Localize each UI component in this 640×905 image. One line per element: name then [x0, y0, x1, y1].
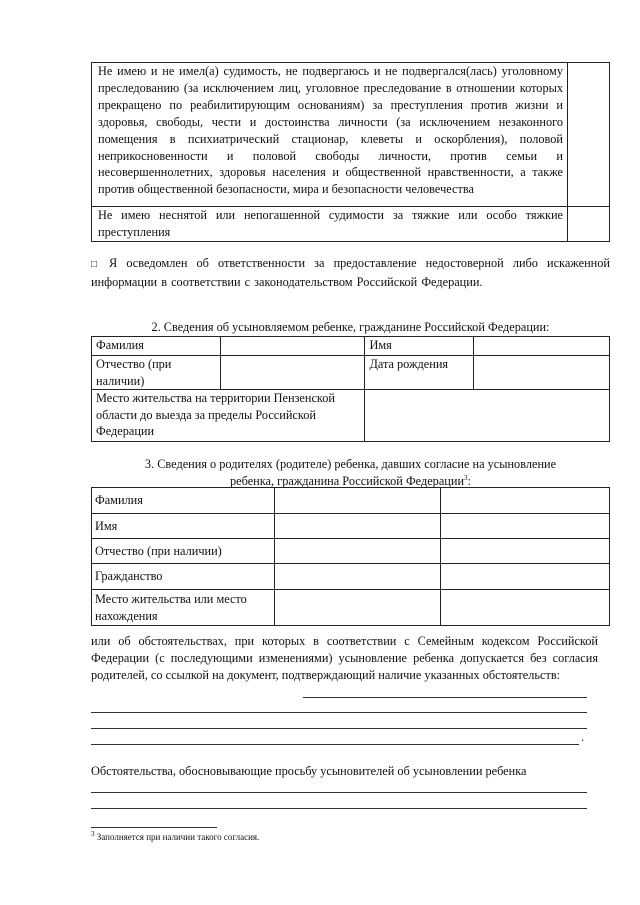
circumstances-period: . [581, 730, 585, 744]
parent2-patronymic-value[interactable] [441, 539, 610, 564]
footnote-mark: 3 [91, 830, 95, 838]
parent1-name-value[interactable] [274, 514, 441, 539]
child-patronymic-label: Отчество (при наличии) [92, 356, 221, 390]
parent1-patronymic-value[interactable] [274, 539, 441, 564]
child-birth-date-label: Дата рождения [365, 356, 474, 390]
no-serious-conviction-statement: Не имею неснятой или непогашенной судимости за тяжкие или особо тяжкие преступления [92, 207, 568, 242]
child-name-label: Имя [365, 337, 474, 356]
parents-info-table [91, 487, 610, 626]
parent2-citizenship-value[interactable] [441, 564, 610, 590]
parent-name-label: Имя [92, 514, 275, 539]
parent1-residence-value[interactable] [274, 590, 441, 626]
child-name-value[interactable] [474, 337, 610, 356]
parent-residence-label: Место жительства или место нахождения [92, 590, 275, 626]
no-criminal-record-statement: Не имею и не имел(а) судимость, не подвергаюсь и не подвергался(лась) уголовному преследованию (за исключением лиц, уголовное преследование в отношении которых прекращено по реабилитирующим основаниям) за преступления против жизни и здоровья, свободы, чести и достоинства личности (за исключением незаконного помещения в психиатрический стационар, клеветы и оскорбления), половой неприкосновенности и половой свободы личности, против семьи и несовершеннолетних, здоровья населения и общественной нравственности, а также против общественной безопасности, мира и безопасности человечества [92, 63, 568, 207]
child-birth-date-value[interactable] [474, 356, 610, 390]
child-patronymic-value[interactable] [220, 356, 365, 390]
parent1-surname-value[interactable] [274, 488, 441, 514]
circumstances-input-line-2[interactable] [91, 712, 587, 713]
awareness-text: Я осведомлен об ответственности за предоставление недостоверной либо искаженной информации в соответствии с законодательством Российской Федерации. [91, 256, 610, 289]
section3-title-line1: 3. Сведения о родителях (родителе) ребенка, давших согласие на усыновление [144, 457, 557, 471]
no-serious-conviction-check-cell[interactable] [568, 207, 610, 242]
section3-title-line2: ребенка, гражданина Российской Федерации [230, 473, 465, 488]
circumstances-input-line-3[interactable] [91, 728, 587, 729]
parent1-citizenship-value[interactable] [274, 564, 441, 590]
parent-patronymic-label: Отчество (при наличии) [92, 539, 275, 564]
section3-footnote-mark: 3 [464, 473, 468, 482]
child-residence-label: Место жительства на территории Пензенской области до выезда за пределы Российской Федерации [92, 390, 365, 442]
footnote [91, 832, 259, 842]
child-surname-value[interactable] [220, 337, 365, 356]
awareness-statement [91, 255, 610, 291]
reasons-label: Обстоятельства, обосновывающие просьбу усыновителей об усыновлении ребенка [91, 764, 527, 778]
parent2-residence-value[interactable] [441, 590, 610, 626]
parent-surname-label: Фамилия [92, 488, 275, 514]
footnote-separator [91, 827, 217, 828]
section3-title: 3. Сведения о родителях (родителе) ребенка, давших согласие на усыновление ребенка, гражданина Российской Федерации$^3$: [91, 456, 610, 490]
circumstances-input-line-4[interactable] [91, 744, 579, 745]
section2-title: 2. Сведения об усыновляемом ребенке, гражданине Российской Федерации: [151, 320, 550, 334]
parent2-surname-value[interactable] [441, 488, 610, 514]
circumstances-input-line-1[interactable] [303, 697, 587, 698]
child-info-table [91, 336, 610, 442]
criminal-record-table [91, 62, 610, 242]
parent-citizenship-label: Гражданство [92, 564, 275, 590]
footnote-text: Заполняется при наличии такого согласия. [96, 832, 260, 842]
no-criminal-record-check-cell[interactable] [568, 63, 610, 207]
parent2-name-value[interactable] [441, 514, 610, 539]
reasons-input-line-2[interactable] [91, 808, 587, 809]
child-surname-label: Фамилия [92, 337, 221, 356]
circumstances-paragraph: или об обстоятельствах, при которых в соответствии с Семейным кодексом Российской Федерации (с последующими изменениями) усыновление ребенка допускается без согласия родителей, со ссылкой на документ, подтверждающий наличие указанных обстоятельств: [91, 634, 598, 682]
awareness-checkbox[interactable]: □ [91, 259, 103, 270]
child-residence-value[interactable] [365, 390, 610, 442]
reasons-input-line-1[interactable] [91, 792, 587, 793]
